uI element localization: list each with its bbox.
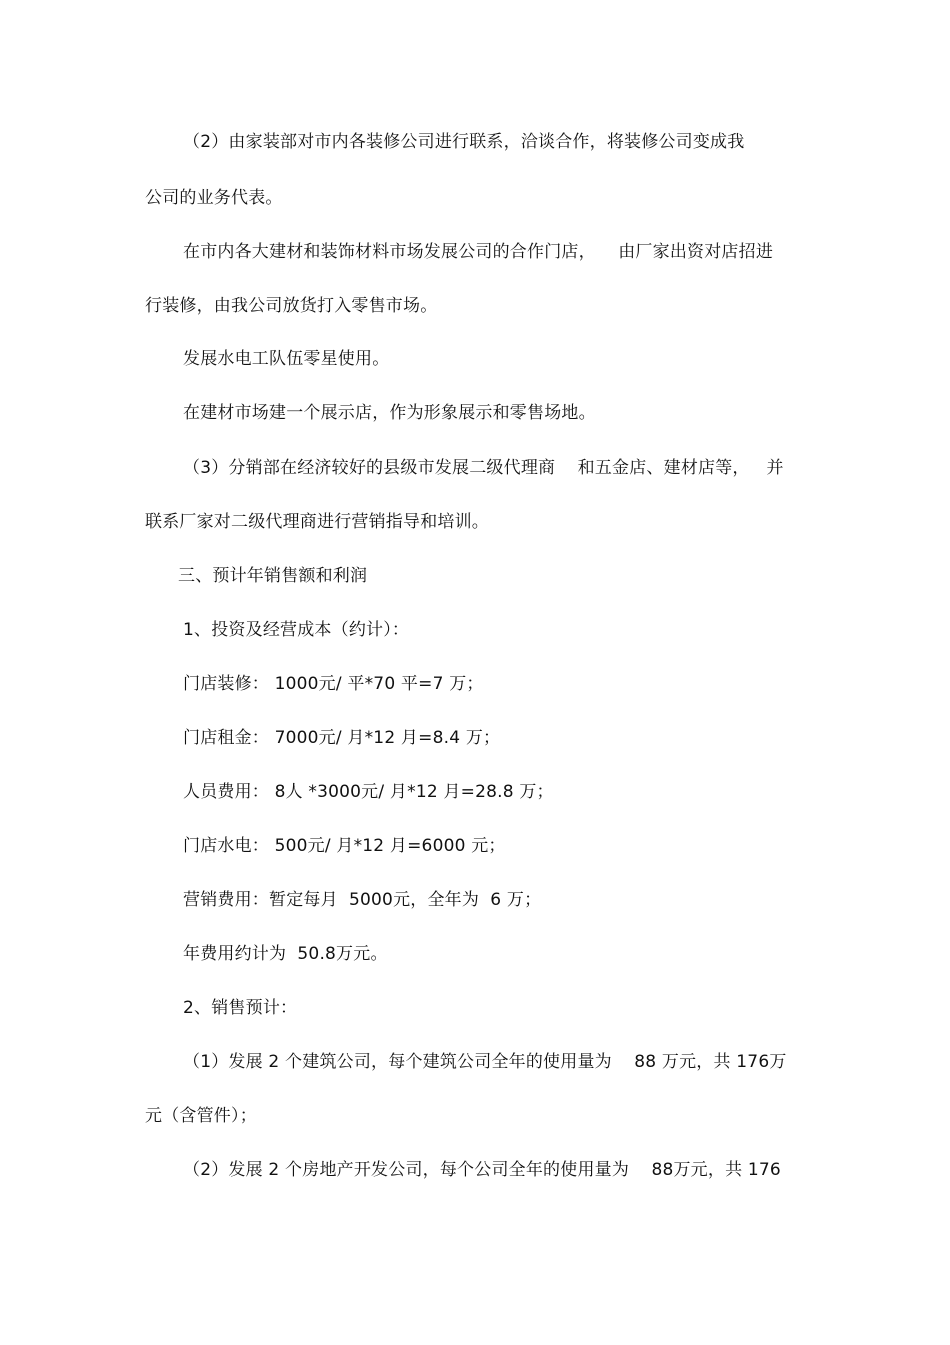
paragraph-line: （3）分销部在经济较好的县级市发展二级代理商 和五金店、建材店等， 并: [183, 458, 784, 478]
paragraph-line: 公司的业务代表。: [145, 188, 283, 208]
cost-item: 营销费用：暂定每月 5000元，全年为 6 万；: [183, 890, 542, 910]
cost-total: 年费用约计为 50.8万元。: [183, 944, 388, 964]
paragraph-line: 行装修，由我公司放货打入零售市场。: [145, 296, 438, 316]
paragraph-line: 在建材市场建一个展示店，作为形象展示和零售场地。: [183, 403, 596, 423]
paragraph-line: 在市内各大建材和装饰材料市场发展公司的合作门店， 由厂家出资对店招进: [183, 242, 774, 262]
cost-item: 门店水电： 500元/ 月*12 月=6000 元；: [183, 836, 506, 856]
cost-item: 人员费用： 8人 *3000元/ 月*12 月=28.8 万；: [183, 782, 554, 802]
paragraph-line: 发展水电工队伍零星使用。: [183, 349, 390, 369]
section-heading: 三、预计年销售额和利润: [178, 566, 368, 586]
subsection-heading: 2、销售预计：: [183, 998, 298, 1018]
paragraph-line: （1）发展 2 个建筑公司，每个建筑公司全年的使用量为 88 万元，共 176万: [183, 1052, 787, 1072]
subsection-heading: 1、投资及经营成本（约计）：: [183, 620, 410, 640]
paragraph-line: 联系厂家对二级代理商进行营销指导和培训。: [145, 512, 489, 532]
paragraph-line: 元（含管件）；: [145, 1106, 257, 1126]
paragraph-line: （2）发展 2 个房地产开发公司，每个公司全年的使用量为 88万元，共 176: [183, 1160, 781, 1180]
cost-item: 门店装修： 1000元/ 平*70 平=7 万；: [183, 674, 484, 694]
paragraph-line: （2）由家装部对市内各装修公司进行联系，洽谈合作，将装修公司变成我: [183, 132, 745, 152]
cost-item: 门店租金： 7000元/ 月*12 月=8.4 万；: [183, 728, 501, 748]
